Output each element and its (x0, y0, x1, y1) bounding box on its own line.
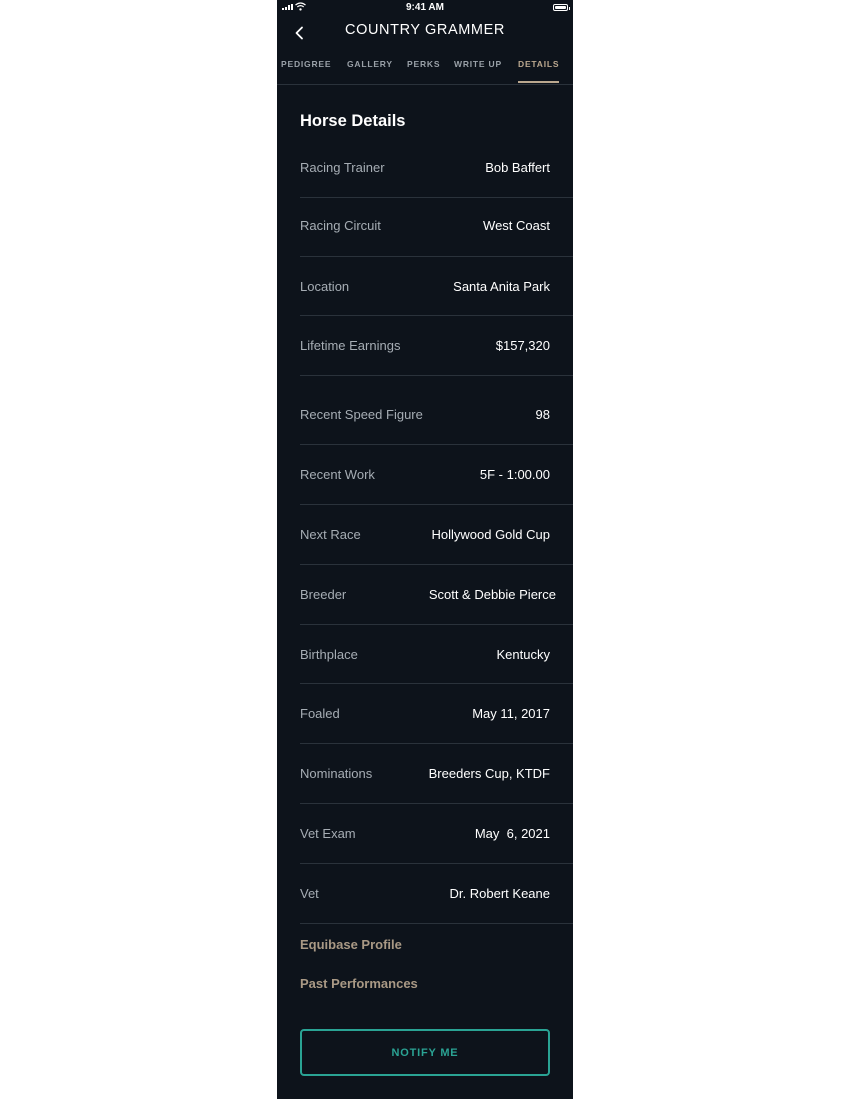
tab-bar (277, 57, 573, 85)
detail-value: West Coast (483, 218, 550, 233)
detail-row-recent-work (300, 445, 573, 505)
detail-value: Bob Baffert (485, 160, 550, 175)
detail-label: Recent Work (300, 467, 375, 482)
detail-label: Nominations (300, 766, 373, 781)
detail-row-vet (300, 864, 573, 924)
detail-value: May 6, 2021 (474, 826, 550, 841)
tab-gallery[interactable]: GALLERY (347, 59, 393, 69)
status-bar (277, 0, 573, 16)
detail-value: Kentucky (496, 647, 550, 662)
detail-row-racing-trainer (300, 138, 573, 198)
status-time: 9:41 AM (406, 2, 444, 13)
detail-value: 98 (535, 407, 550, 422)
detail-label: Breeder (300, 587, 347, 602)
detail-row-lifetime-earnings (300, 316, 573, 376)
detail-label: Next Race (300, 527, 361, 542)
tab-pedigree[interactable]: PEDIGREE (281, 59, 332, 69)
tab-write-up[interactable]: WRITE UP (454, 59, 502, 69)
phone-screen (277, 0, 573, 1099)
detail-label: Vet Exam (300, 826, 356, 841)
page-title: COUNTRY GRAMMER (345, 22, 505, 38)
detail-value: Santa Anita Park (453, 279, 550, 294)
detail-value: 5F - 1:00.00 (479, 467, 550, 482)
notify-me-button[interactable]: NOTIFY ME (300, 1029, 550, 1076)
battery-icon (553, 4, 568, 11)
detail-label: Racing Circuit (300, 218, 381, 233)
detail-row-recent-speed-figure (300, 376, 573, 445)
detail-row-birthplace (300, 625, 573, 684)
details-list (300, 138, 573, 924)
detail-row-foaled (300, 684, 573, 744)
detail-label: Foaled (300, 706, 340, 721)
detail-label: Lifetime Earnings (300, 338, 401, 353)
detail-row-racing-circuit (300, 198, 573, 257)
tab-perks[interactable]: PERKS (407, 59, 441, 69)
detail-row-vet-exam (300, 804, 573, 864)
detail-row-breeder (300, 565, 573, 625)
section-heading: Horse Details (300, 112, 406, 130)
detail-row-nominations (300, 744, 573, 804)
detail-value: Dr. Robert Keane (449, 886, 550, 901)
detail-label: Birthplace (300, 647, 358, 662)
detail-label: Recent Speed Figure (300, 407, 423, 422)
detail-row-location (300, 257, 573, 316)
detail-label: Location (300, 279, 350, 294)
detail-label: Racing Trainer (300, 160, 385, 175)
tab-details[interactable]: DETAILS (518, 57, 559, 83)
detail-value: Scott & Debbie Pierce (428, 587, 556, 602)
detail-value: May 11, 2017 (472, 706, 550, 721)
detail-value: Breeders Cup, KTDF (428, 766, 550, 781)
past-performances-link[interactable]: Past Performances (300, 976, 418, 991)
detail-row-next-race (300, 505, 573, 565)
equibase-profile-link[interactable]: Equibase Profile (300, 937, 402, 952)
detail-label: Vet (300, 886, 319, 901)
detail-value: Hollywood Gold Cup (431, 527, 550, 542)
detail-value: $157,320 (495, 338, 550, 353)
